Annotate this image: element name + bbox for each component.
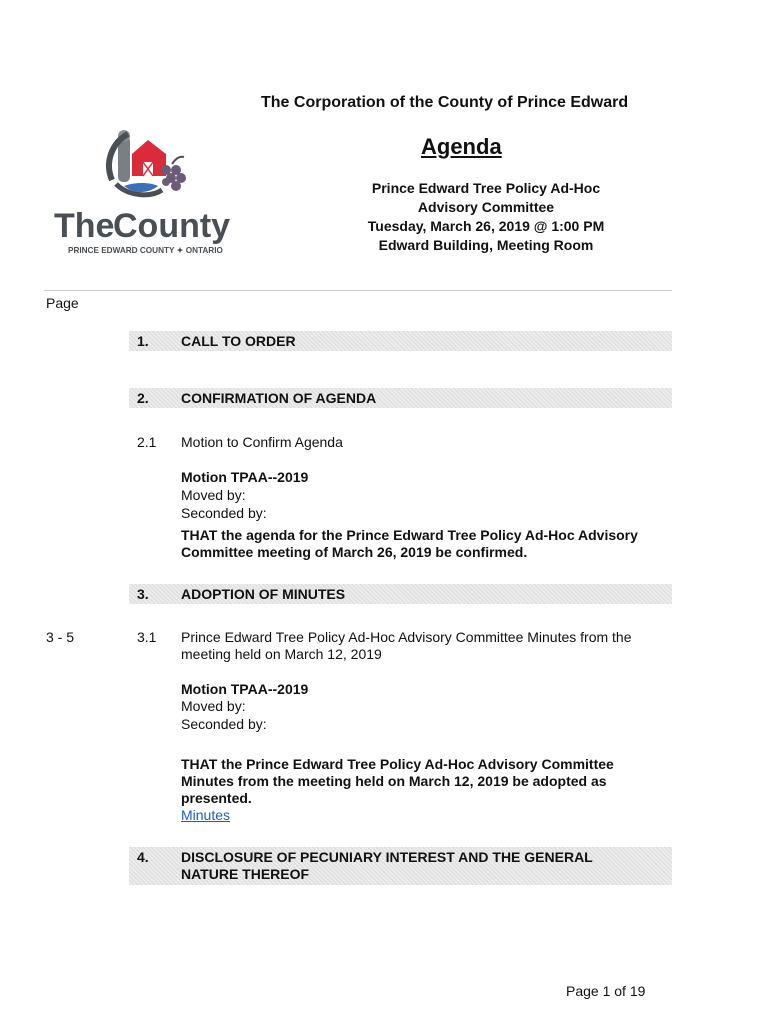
county-logo — [50, 124, 250, 264]
meeting-info — [300, 179, 672, 255]
section-title: ADOPTION OF MINUTES — [181, 586, 346, 602]
meeting-datetime: Tuesday, March 26, 2019 @ 1:00 PM — [367, 218, 605, 234]
section-number: 1. — [137, 333, 149, 349]
item-title-line2: meeting held on March 12, 2019 — [181, 646, 382, 662]
section-number: 2. — [137, 390, 149, 406]
seconded-by: Seconded by: — [181, 716, 267, 732]
section-title: CONFIRMATION OF AGENDA — [181, 390, 377, 406]
section-4-bar — [129, 847, 672, 885]
resolution-text-line2: Committee meeting of March 26, 2019 be confirmed. — [181, 544, 528, 560]
motion-number: Motion TPAA--2019 — [181, 681, 309, 697]
section-number: 4. — [137, 849, 149, 865]
item-number: 2.1 — [137, 434, 157, 450]
section-title-line2: NATURE THEREOF — [181, 866, 310, 882]
agenda-title: Agenda — [421, 134, 502, 159]
section-title: CALL TO ORDER — [181, 333, 296, 349]
resolution-text-line2: Minutes from the meeting held on March 12, 2019 be adopted as — [181, 773, 607, 789]
section-2-bar — [129, 388, 672, 408]
resolution-text-line3: presented. — [181, 790, 252, 806]
moved-by: Moved by: — [181, 487, 246, 503]
organization-title: The Corporation of the County of Prince Edward — [261, 94, 629, 111]
section-3-bar — [129, 584, 672, 604]
seconded-by: Seconded by: — [181, 505, 267, 521]
item-title-line1: Prince Edward Tree Policy Ad-Hoc Advisory Committee Minutes from the — [181, 629, 632, 645]
minutes-link[interactable]: Minutes — [181, 807, 231, 823]
motion-number: Motion TPAA--2019 — [181, 469, 309, 485]
logo-wordmark-the: The — [54, 207, 115, 245]
item-title: Motion to Confirm Agenda — [181, 434, 343, 450]
county-logo-emblem — [50, 124, 250, 264]
logo-tagline: PRINCE EDWARD COUNTY ✦ ONTARIO — [68, 246, 223, 255]
resolution-text-line1: THAT the Prince Edward Tree Policy Ad-Hoc Advisory Committee — [181, 756, 614, 772]
item-number: 3.1 — [137, 629, 157, 645]
resolution-text-line1: THAT the agenda for the Prince Edward Tree Policy Ad-Hoc Advisory — [181, 527, 638, 543]
meeting-location: Edward Building, Meeting Room — [378, 237, 594, 253]
page-number: Page 1 of 19 — [566, 983, 646, 999]
header-divider — [44, 290, 672, 291]
section-title-line1: DISCLOSURE OF PECUNIARY INTEREST AND THE GENERAL — [181, 849, 593, 865]
section-1-bar — [129, 331, 672, 351]
meeting-committee-line2: Advisory Committee — [417, 199, 555, 215]
section-title — [181, 849, 593, 883]
moved-by: Moved by: — [181, 698, 246, 714]
section-number: 3. — [137, 586, 149, 602]
meeting-committee-line1: Prince Edward Tree Policy Ad-Hoc — [371, 180, 601, 196]
page-reference: 3 - 5 — [46, 629, 75, 645]
logo-wordmark-county: County — [113, 207, 231, 245]
page-column-label: Page — [46, 295, 79, 311]
